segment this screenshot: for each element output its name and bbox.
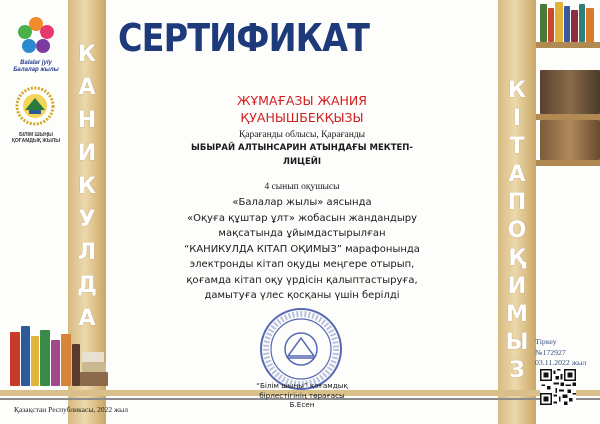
official-stamp — [258, 306, 344, 392]
grade-text: 4 сынып оқушысы — [264, 182, 340, 192]
ribbon-letter: Т — [509, 134, 525, 159]
body-line: электронды кітап оқуды меңгере отырып, — [189, 259, 415, 270]
ribbon-letter: И — [77, 141, 97, 166]
certificate-title: СЕРТИФИКАТ — [118, 16, 370, 60]
body-line: қоғамда кітап оқу үрдісін қалыптастыруға, — [186, 274, 418, 286]
qr-code[interactable] — [540, 369, 576, 405]
ribbon-letter: Д — [77, 273, 97, 298]
signature-line: бірлестігінің төрағасы — [259, 390, 345, 400]
footer-text: Қазақстан Республикасы, 2022 жыл — [14, 405, 128, 414]
ribbon-letter: З — [509, 358, 525, 383]
registration-date: 03.11.2022 жыл — [535, 358, 587, 367]
ribbon-letter: Н — [77, 108, 97, 133]
ribbon-letter: А — [78, 75, 96, 100]
ribbon-letter: Қ — [508, 246, 526, 271]
year-of-children-caption: Balalar jyly Балалар жылы — [13, 60, 59, 73]
registration-number: №172927 — [535, 347, 566, 357]
ribbon-letter: И — [507, 274, 527, 299]
bilim-shyny-caption: БІЛІМ ШЫҢЫ ҚОҒАМДЫҚ ЖЫЛЫ — [11, 132, 61, 144]
signature-line: Б.Есен — [289, 400, 315, 409]
ribbon-letter: Ы — [505, 330, 529, 355]
ribbon-letter: К — [508, 78, 526, 103]
signature-line: “Білім шыңы” қоғамдық — [256, 381, 348, 390]
ribbon-letter: О — [507, 218, 527, 243]
body-line: “КАНИКУЛДА КІТАП ОҚИМЫЗ” марафонында — [184, 243, 420, 255]
body-line: «Балалар жылы» аясында — [232, 197, 372, 208]
school-name-line2: ЛИЦЕЙІ — [282, 157, 322, 167]
ribbon-letter: П — [507, 190, 527, 215]
region-text: Қарағанды облысы, Қарағанды — [238, 130, 366, 140]
ribbon-letter: У — [78, 207, 96, 232]
registration-info — [535, 337, 600, 369]
signature-block — [222, 381, 382, 410]
ribbon-letter: І — [512, 106, 522, 131]
recipient-name-line2: ҚУАНЫШБЕКҚЫЗЫ — [240, 110, 364, 125]
ribbon-letter: К — [78, 174, 96, 199]
registration-label: Тіркеу — [535, 337, 557, 346]
recipient-name-line1: ЖҰМАҒАЗЫ ЖАНИЯ — [237, 93, 367, 108]
bilim-shyny-logo — [15, 86, 55, 128]
ribbon-letter: К — [78, 42, 96, 67]
ribbon-letter: М — [506, 302, 528, 327]
year-of-children-logo — [14, 14, 58, 58]
school-name-line1: ЫБЫРАЙ АЛТЫНСАРИН АТЫНДАҒЫ МЕКТЕП- — [191, 143, 413, 153]
body-line: дамытуға үлес қосқаны үшін берілді — [204, 290, 400, 301]
body-line: «Оқуға құштар ұлт» жобасын жандандыру — [186, 212, 418, 224]
certificate-body — [112, 92, 492, 304]
ribbon-letter: Л — [77, 240, 97, 265]
ribbon-letter: А — [78, 306, 96, 331]
ribbon-letter: А — [508, 162, 526, 187]
body-line: мақсатында ұйымдастырылған — [218, 228, 386, 239]
